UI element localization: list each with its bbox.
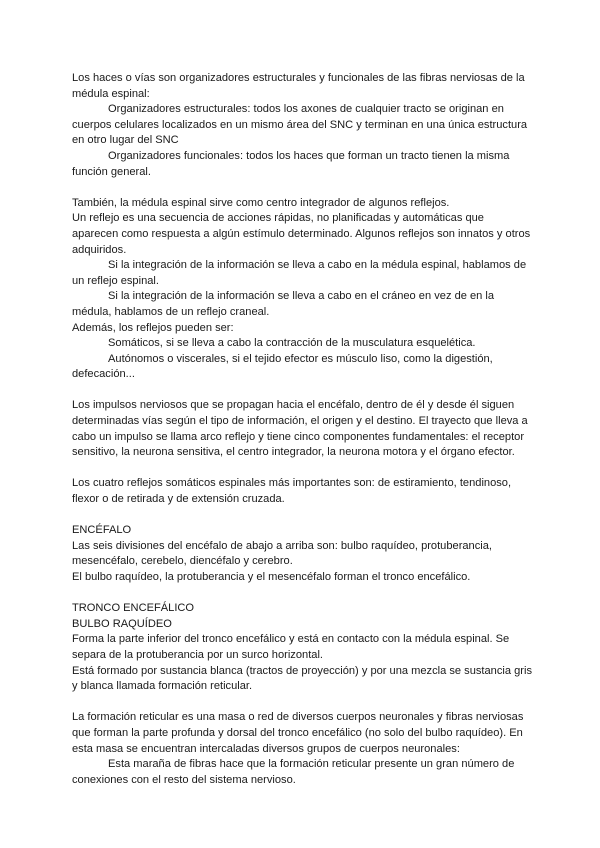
- paragraph-organizadores-estructurales: Organizadores estructurales: todos los axones de cualquier tracto se originan en cuerpos celulares localizados en un mismo área del SNC y terminan en una única estructura en otro lugar del SNC: [72, 103, 528, 147]
- paragraph-divisiones-encefalo: Las seis divisiones del encéfalo de abajo a arriba son: bulbo raquídeo, protuberancia, mesencéfalo, cerebelo, diencéfalo y cerebro.: [72, 539, 492, 568]
- spacer: [72, 586, 532, 602]
- paragraph-haces-vias: Los haces o vías son organizadores estructurales y funcionales de las fibras nerviosas de la médula espinal:: [72, 72, 525, 100]
- spacer: [72, 461, 532, 477]
- paragraph-bulbo-composicion: Está formado por sustancia blanca (tractos de proyección) y por una mezcla se sustancia gris y blanca llamada formación reticular.: [72, 664, 532, 693]
- paragraph-centro-integrador: También, la médula espinal sirve como centro integrador de algunos reflejos.: [72, 196, 450, 209]
- paragraph-tipos-reflejos: Además, los reflejos pueden ser:: [72, 321, 234, 334]
- spacer: [72, 383, 532, 399]
- paragraph-formacion-reticular: La formación reticular es una masa o red de diversos cuerpos neuronales y fibras nerviosas que forman la parte profunda y dorsal del tronco encefálico (no solo del bulbo raquídeo). En esta masa se encuentran intercaladas diversos grupos de cuerpos neuronales:: [72, 711, 524, 755]
- paragraph-reflejo-espinal: Si la integración de la información se lleva a cabo en la médula espinal, hablamos de un reflejo espinal.: [72, 259, 527, 287]
- paragraph-reflejos-somaticos-espinales: Los cuatro reflejos somáticos espinales más importantes son: de estiramiento, tendinoso, flexor o de retirada y de extensión cruzada.: [72, 477, 512, 506]
- paragraph-organizadores-funcionales: Organizadores funcionales: todos los haces que forman un tracto tienen la misma función general.: [72, 149, 510, 178]
- paragraph-impulsos-nerviosos: Los impulsos nerviosos que se propagan hacia el encéfalo, dentro de él y desde él siguen determinadas vías según el tipo de información, el origen y el destino. El trayecto que lleva a cabo un impulso se llama arco reflejo y tiene cinco componentes fundamentales: el receptor sensitivo, la neurona sensitiva, el centro integrador, la neurona motora y el órgano efector.: [72, 399, 528, 459]
- paragraph-bulbo-ubicacion: Forma la parte inferior del tronco encefálico y está en contacto con la médula espinal. Se separa de la protuberancia por un surco horizontal.: [72, 633, 510, 661]
- paragraph-conexiones: Esta maraña de fibras hace que la formación reticular presente un gran número de conexiones con el resto del sistema nervioso.: [72, 758, 515, 786]
- heading-tronco-encefalico: TRONCO ENCEFÁLICO: [72, 602, 195, 615]
- spacer: [72, 508, 532, 524]
- paragraph-reflejo-craneal: Si la integración de la información se lleva a cabo en el cráneo en vez de en la médula, hablamos de un reflejo craneal.: [72, 290, 495, 318]
- spacer: [72, 695, 532, 711]
- heading-bulbo-raquideo: BULBO RAQUÍDEO: [72, 617, 172, 630]
- spacer: [72, 180, 532, 196]
- heading-encefalo: ENCÉFALO: [72, 524, 132, 537]
- paragraph-reflejos-somaticos: Somáticos, si se lleva a cabo la contracción de la musculatura esquelética.: [108, 337, 476, 350]
- paragraph-reflejos-autonomos: Autónomos o viscerales, si el tejido efector es músculo liso, como la digestión, defecación...: [72, 352, 493, 381]
- paragraph-tronco-encefalico: El bulbo raquídeo, la protuberancia y el mesencéfalo forman el tronco encefálico.: [72, 571, 471, 583]
- paragraph-definicion-reflejo: Un reflejo es una secuencia de acciones rápidas, no planificadas y automáticas que aparecen como respuesta a algún estímulo determinado. Algunos reflejos son innatos y otros adquiridos.: [72, 212, 531, 256]
